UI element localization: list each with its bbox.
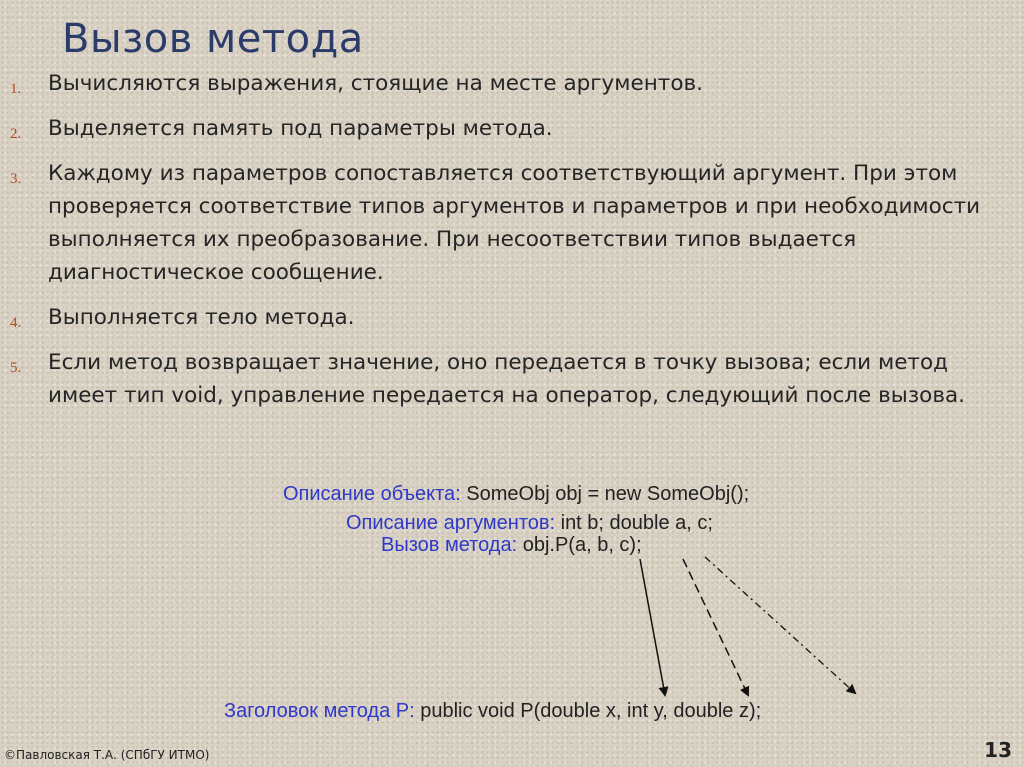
call-code: obj.P(a, b, c); (517, 534, 642, 556)
arrow-c-to-z (705, 557, 855, 693)
arguments-label: Описание аргументов: (346, 512, 556, 534)
arrow-a-to-x (640, 559, 665, 695)
arguments-code: int b; double a, c; (555, 512, 713, 534)
step-text: Если метод возвращает значение, оно передается в точку вызова; если метод имеет тип void, управление передается на оператор, следующий после вызова. (48, 350, 966, 408)
step-number: 1. (10, 81, 22, 97)
arrow-b-to-y (683, 559, 748, 695)
header-label: Заголовок метода P: (224, 700, 415, 722)
step-text: Вычисляются выражения, стоящие на месте аргументов. (48, 71, 703, 96)
step-text: Каждому из параметров сопоставляется соответствующий аргумент. При этом проверяется соответствие типов аргументов и параметров и при необходимости выполняется их преобразование. При несоответствии типов выдается диагностическое сообщение. (48, 161, 981, 285)
step-number: 5. (10, 360, 22, 376)
call-label: Вызов метода: (381, 534, 518, 556)
object-label: Описание объекта: (283, 483, 461, 505)
step-text: Выполняется тело метода. (48, 305, 355, 330)
step-text: Выделяется память под параметры метода. (48, 116, 553, 141)
page-number: 13 (984, 738, 1012, 762)
object-code: SomeObj obj = new SomeObj(); (460, 483, 750, 505)
step-number: 2. (10, 126, 22, 142)
header-code: public void P(double x, int y, double z); (414, 700, 762, 722)
step-number: 4. (10, 315, 22, 331)
slide-title: Вызов метода (62, 16, 364, 62)
step-number: 3. (10, 171, 22, 187)
copyright-footer: ©Павловская Т.А. (СПбГУ ИТМО) (4, 748, 210, 762)
